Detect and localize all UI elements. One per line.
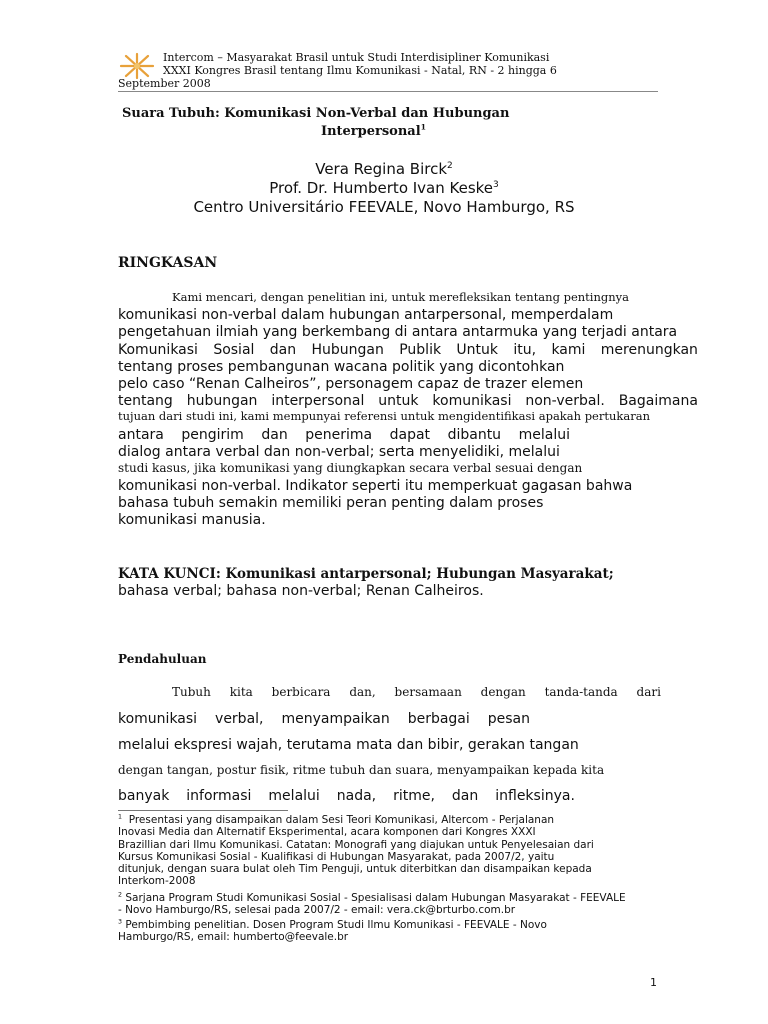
abstract-line-2: komunikasi non-verbal dalam hubungan antarpersonal, memperdalam bbox=[118, 307, 614, 323]
word: dan bbox=[451, 788, 479, 804]
abstract-line-10: dialog antara verbal dan non-verbal; serta menyelidiki, melalui bbox=[118, 444, 560, 460]
word: pengirim bbox=[181, 427, 244, 443]
intro-line-3: melalui ekspresi wajah, terutama mata dan bibir, gerakan tangan bbox=[118, 737, 579, 753]
word: untuk bbox=[378, 393, 419, 409]
header-divider bbox=[118, 91, 658, 92]
footnote-3: $^3$ Pembimbing penelitian. Dosen Program Studi Ilmu Komunikasi - FEEVALE - Novo Hamburgo/RS, email: humberto@feevale.br bbox=[118, 918, 547, 944]
keywords-line-2: bahasa verbal; bahasa non-verbal; Renan Calheiros. bbox=[118, 583, 484, 599]
word: berbicara bbox=[271, 685, 331, 699]
word: dibantu bbox=[447, 427, 502, 443]
page-number: 1 bbox=[650, 976, 657, 989]
word: dan bbox=[261, 427, 288, 443]
intro-line-2 bbox=[118, 711, 530, 727]
word: Sosial bbox=[213, 342, 255, 358]
footnote-divider bbox=[118, 810, 288, 811]
intro-heading: Pendahuluan bbox=[118, 652, 207, 666]
paper-title-line-1: Suara Tubuh: Komunikasi Non-Verbal dan Hubungan bbox=[122, 106, 510, 121]
keywords-label: KATA KUNCI: Komunikasi antarpersonal; Hubungan Masyarakat; bbox=[118, 566, 614, 582]
word: interpersonal bbox=[271, 393, 365, 409]
word: dapat bbox=[389, 427, 431, 443]
word: tentang bbox=[118, 393, 173, 409]
word: Tubuh bbox=[172, 685, 211, 699]
conference-logo-icon bbox=[118, 52, 156, 80]
footnote-ref-3[interactable]: 3 bbox=[493, 180, 499, 190]
word: komunikasi bbox=[432, 393, 512, 409]
word: merenungkan bbox=[600, 342, 698, 358]
word: dari bbox=[636, 685, 661, 699]
word: Bagaimana bbox=[618, 393, 698, 409]
abstract-line-13: bahasa tubuh semakin memiliki peran penting dalam proses bbox=[118, 495, 544, 511]
word: banyak bbox=[118, 788, 170, 804]
footnote-2: $^2$ Sarjana Program Studi Komunikasi Sosial - Spesialisasi dalam Hubungan Masyarakat - FEEVALE - Novo Hamburgo/RS, selesai pada 2007/2 - email: vera.ck@brturbo.com.br bbox=[118, 891, 626, 917]
word: Komunikasi bbox=[118, 342, 198, 358]
footnote-ref-1[interactable]: 1 bbox=[420, 122, 427, 132]
word: dengan bbox=[480, 685, 526, 699]
word: penerima bbox=[305, 427, 373, 443]
word: verbal, bbox=[215, 711, 264, 727]
word: Hubungan bbox=[311, 342, 384, 358]
abstract-line-9 bbox=[118, 427, 570, 443]
word: itu, bbox=[513, 342, 537, 358]
word: bersamaan bbox=[394, 685, 462, 699]
word: melalui bbox=[518, 427, 570, 443]
word: infleksinya. bbox=[495, 788, 575, 804]
paper-title-line-2: Interpersonal$^1$ bbox=[321, 122, 427, 139]
author-2: Prof. Dr. Humberto Ivan Keske$^3$ bbox=[269, 179, 499, 197]
abstract-line-11: studi kasus, jika komunikasi yang diungkapkan secara verbal sesuai dengan bbox=[118, 461, 583, 475]
word: melalui bbox=[268, 788, 320, 804]
word: non-verbal. bbox=[525, 393, 605, 409]
word: tanda-tanda bbox=[544, 685, 618, 699]
intro-line-4: dengan tangan, postur fisik, ritme tubuh dan suara, menyampaikan kepada kita bbox=[118, 763, 605, 777]
institution: Centro Universitário FEEVALE, Novo Hamburgo, RS bbox=[193, 198, 575, 216]
abstract-line-8: tujuan dari studi ini, kami mempunyai referensi untuk mengidentifikasi apakah pertukaran bbox=[118, 409, 650, 423]
word: Publik bbox=[399, 342, 442, 358]
abstract-line-6: pelo caso “Renan Calheiros”, personagem capaz de trazer elemen bbox=[118, 376, 584, 392]
word: informasi bbox=[186, 788, 252, 804]
header-line-2: XXXI Kongres Brasil tentang Ilmu Komunikasi - Natal, RN - 2 hingga 6 bbox=[163, 64, 557, 77]
word: menyampaikan bbox=[281, 711, 390, 727]
word: Untuk bbox=[456, 342, 499, 358]
word: pesan bbox=[487, 711, 530, 727]
abstract-line-12: komunikasi non-verbal. Indikator seperti itu memperkuat gagasan bahwa bbox=[118, 478, 633, 494]
intro-line-1 bbox=[172, 685, 661, 699]
footnote-ref-2[interactable]: 2 bbox=[447, 161, 453, 171]
abstract-line-1: Kami mencari, dengan penelitian ini, untuk merefleksikan tentang pentingnya bbox=[172, 290, 629, 304]
word: berbagai bbox=[407, 711, 470, 727]
abstract-line-14: komunikasi manusia. bbox=[118, 512, 266, 528]
author-1: Vera Regina Birck$^2$ bbox=[315, 160, 453, 178]
word: nada, bbox=[336, 788, 377, 804]
abstract-heading: RINGKASAN bbox=[118, 255, 218, 271]
footnote-1: $^1$ Presentasi yang disampaikan dalam Sesi Teori Komunikasi, Altercom - Perjalanan Inovasi Media dan Alternatif Eksperimental, acara komponen dari Kongres XXXI Brazillian dari Ilmu Komunikasi. Catatan: Monografi yang diajukan untuk Penyelesaian dari Kursus Komunikasi Sosial - Kualifikasi di Hubungan Masyarakat, pada 2007/2, yaitu ditunjuk, dengan suara bulat oleh Tim Penguji, untuk diterbitkan dan disampaikan kepada Interkom-2008 bbox=[118, 813, 594, 888]
header-line-1: Intercom – Masyarakat Brasil untuk Studi Interdisipliner Komunikasi bbox=[163, 51, 550, 64]
word: komunikasi bbox=[118, 711, 198, 727]
intro-line-5 bbox=[118, 788, 575, 804]
abstract-line-7 bbox=[118, 393, 698, 409]
word: hubungan bbox=[186, 393, 258, 409]
abstract-line-5: tentang proses pembangunan wacana politik yang dicontohkan bbox=[118, 359, 565, 375]
word: ritme, bbox=[393, 788, 435, 804]
word: kami bbox=[551, 342, 586, 358]
word: kita bbox=[229, 685, 253, 699]
word: dan bbox=[269, 342, 297, 358]
abstract-line-4 bbox=[118, 342, 698, 358]
abstract-line-3: pengetahuan ilmiah yang berkembang di antara antarmuka yang terjadi antara bbox=[118, 324, 678, 340]
word: dan, bbox=[349, 685, 376, 699]
word: antara bbox=[118, 427, 164, 443]
header-line-3: September 2008 bbox=[118, 77, 211, 90]
